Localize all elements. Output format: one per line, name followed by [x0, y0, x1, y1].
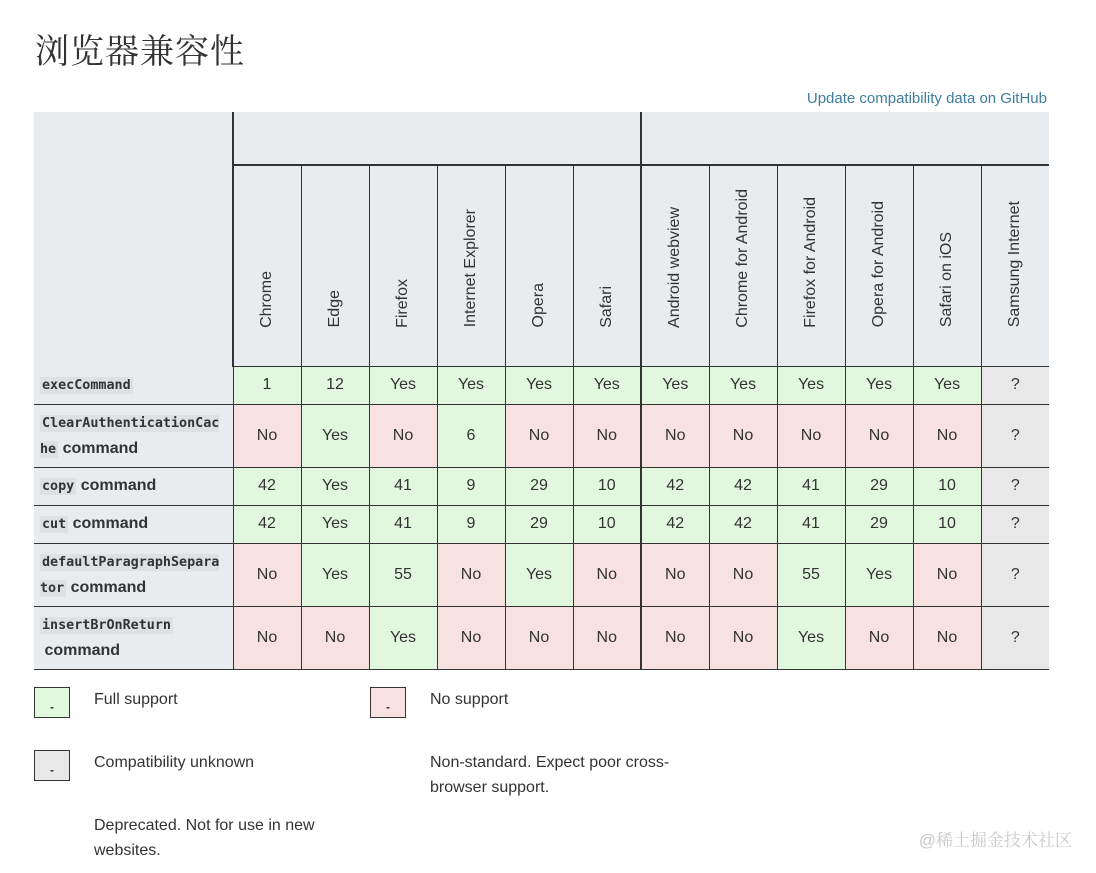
- support-cell[interactable]: Yes: [369, 366, 437, 404]
- feature-suffix: command: [76, 477, 157, 494]
- support-cell[interactable]: Yes: [437, 366, 505, 404]
- legend-unknown-label: Compatibility unknown: [94, 754, 255, 771]
- support-cell[interactable]: No: [233, 606, 301, 669]
- support-cell[interactable]: No: [505, 404, 573, 467]
- support-cell[interactable]: 10: [913, 505, 981, 543]
- support-cell[interactable]: Yes: [505, 543, 573, 606]
- support-cell[interactable]: No: [913, 404, 981, 467]
- browser-header: [981, 165, 1049, 366]
- support-cell[interactable]: ?: [981, 505, 1049, 543]
- support-cell[interactable]: Yes: [845, 366, 913, 404]
- support-cell[interactable]: No: [913, 543, 981, 606]
- table-row: [34, 467, 1049, 505]
- browser-name: Samsung Internet: [1006, 201, 1024, 328]
- support-cell[interactable]: ?: [981, 467, 1049, 505]
- browser-name: Internet Explorer: [462, 209, 479, 328]
- browser-header: [301, 165, 369, 366]
- browser-header: [641, 165, 709, 366]
- support-cell[interactable]: No: [913, 606, 981, 669]
- support-cell[interactable]: Yes: [641, 366, 709, 404]
- support-cell[interactable]: Yes: [301, 505, 369, 543]
- browser-name: Edge: [326, 290, 343, 328]
- support-cell[interactable]: No: [641, 543, 709, 606]
- browser-header: [437, 165, 505, 366]
- legend-no-support-swatch: -: [370, 687, 406, 718]
- legend-no-support-label: No support: [430, 691, 509, 708]
- support-cell[interactable]: No: [845, 606, 913, 669]
- support-cell[interactable]: 41: [777, 505, 845, 543]
- legend-deprecated-label: Deprecated. Not for use in new websites.: [94, 817, 315, 859]
- feature-code: insertBrOnReturn: [42, 618, 171, 633]
- support-cell[interactable]: No: [777, 404, 845, 467]
- watermark: @稀土掘金技术社区: [918, 831, 1072, 850]
- feature-name[interactable]: [34, 543, 233, 606]
- browser-name: Firefox: [394, 278, 411, 328]
- support-cell[interactable]: No: [641, 606, 709, 669]
- support-cell[interactable]: ?: [981, 543, 1049, 606]
- feature-name[interactable]: [34, 606, 233, 669]
- support-cell[interactable]: No: [437, 606, 505, 669]
- desktop-group-header: [233, 112, 641, 165]
- compat-table: [34, 112, 1049, 670]
- feature-code: ClearAuthenticationCache: [40, 415, 220, 457]
- support-cell[interactable]: Yes: [709, 366, 777, 404]
- support-cell[interactable]: Yes: [573, 366, 641, 404]
- feature-code: copy: [42, 479, 75, 494]
- support-cell[interactable]: No: [709, 606, 777, 669]
- feature-name[interactable]: [34, 467, 233, 505]
- support-cell[interactable]: 10: [573, 505, 641, 543]
- support-cell[interactable]: 29: [505, 467, 573, 505]
- support-cell[interactable]: 55: [777, 543, 845, 606]
- support-cell[interactable]: No: [845, 404, 913, 467]
- table-row: [34, 543, 1049, 606]
- browser-name: Firefox for Android: [802, 196, 820, 328]
- legend-non-standard-label: Non-standard. Expect poor cross-browser support.: [430, 754, 670, 796]
- feature-code: cut: [42, 517, 67, 532]
- browser-header: [573, 165, 641, 366]
- table-row: [34, 606, 1049, 669]
- support-cell[interactable]: No: [437, 543, 505, 606]
- support-cell[interactable]: 10: [573, 467, 641, 505]
- support-cell[interactable]: 6: [437, 404, 505, 467]
- support-cell[interactable]: 1: [233, 366, 301, 404]
- browser-header: [845, 165, 913, 366]
- table-row: [34, 404, 1049, 467]
- browser-name: Opera: [530, 283, 547, 328]
- support-cell[interactable]: Yes: [301, 467, 369, 505]
- browser-name: Chrome: [258, 270, 276, 328]
- support-cell[interactable]: 42: [233, 505, 301, 543]
- support-cell[interactable]: 29: [845, 505, 913, 543]
- browser-name: Safari on iOS: [938, 232, 956, 328]
- support-cell[interactable]: 41: [369, 467, 437, 505]
- support-cell[interactable]: 42: [641, 467, 709, 505]
- mobile-group-header: [641, 112, 1049, 165]
- support-cell[interactable]: 42: [709, 505, 777, 543]
- browser-header: [505, 165, 573, 366]
- support-cell[interactable]: No: [709, 404, 777, 467]
- browser-header: [709, 165, 777, 366]
- support-cell[interactable]: 12: [301, 366, 369, 404]
- support-cell[interactable]: 29: [845, 467, 913, 505]
- support-cell[interactable]: 9: [437, 505, 505, 543]
- browser-name: Chrome for Android: [734, 188, 752, 328]
- browser-name: Safari: [597, 285, 615, 328]
- feature-suffix: command: [40, 642, 121, 659]
- support-cell[interactable]: Yes: [845, 543, 913, 606]
- feature-name[interactable]: [34, 366, 233, 404]
- support-cell[interactable]: 41: [777, 467, 845, 505]
- support-cell[interactable]: No: [369, 404, 437, 467]
- support-cell[interactable]: Yes: [301, 404, 369, 467]
- support-cell[interactable]: 41: [369, 505, 437, 543]
- legend-full-support-label: Full support: [94, 691, 178, 708]
- header-corner: [34, 112, 233, 366]
- support-cell[interactable]: No: [709, 543, 777, 606]
- support-cell[interactable]: Yes: [777, 366, 845, 404]
- support-cell[interactable]: 55: [369, 543, 437, 606]
- support-cell[interactable]: 9: [437, 467, 505, 505]
- support-cell[interactable]: Yes: [369, 606, 437, 669]
- feature-suffix: command: [58, 439, 139, 457]
- support-cell[interactable]: 10: [913, 467, 981, 505]
- feature-code: defaultParagraphSeparator: [40, 554, 220, 596]
- support-cell[interactable]: 42: [233, 467, 301, 505]
- legend-full-support-swatch: -: [34, 687, 70, 718]
- support-cell[interactable]: ?: [981, 606, 1049, 669]
- feature-name[interactable]: [34, 505, 233, 543]
- github-update-link[interactable]: Update compatibility data on GitHub: [806, 90, 1047, 107]
- support-cell[interactable]: Yes: [913, 366, 981, 404]
- support-cell[interactable]: No: [641, 404, 709, 467]
- browser-header: [777, 165, 845, 366]
- feature-suffix: command: [66, 578, 147, 596]
- support-cell[interactable]: 42: [709, 467, 777, 505]
- support-cell[interactable]: No: [233, 543, 301, 606]
- feature-name[interactable]: [34, 404, 233, 467]
- browser-name: Opera for Android: [870, 201, 888, 328]
- table-row: [34, 505, 1049, 543]
- browser-name: Android webview: [666, 206, 684, 328]
- support-cell[interactable]: ?: [981, 404, 1049, 467]
- support-cell[interactable]: No: [573, 543, 641, 606]
- browser-header: [369, 165, 437, 366]
- support-cell[interactable]: No: [233, 404, 301, 467]
- table-row: [34, 366, 1049, 404]
- platform-group-row: [34, 112, 1049, 165]
- browser-header: [913, 165, 981, 366]
- page-title: 浏览器兼容性: [35, 32, 245, 72]
- support-cell[interactable]: Yes: [301, 543, 369, 606]
- support-cell[interactable]: No: [505, 606, 573, 669]
- feature-code: execCommand: [42, 377, 131, 393]
- support-cell[interactable]: Yes: [777, 606, 845, 669]
- support-cell[interactable]: 42: [641, 505, 709, 543]
- support-cell[interactable]: 29: [505, 505, 573, 543]
- support-cell[interactable]: ?: [981, 366, 1049, 404]
- support-cell[interactable]: No: [573, 404, 641, 467]
- support-cell[interactable]: Yes: [505, 366, 573, 404]
- browser-header: [233, 165, 301, 366]
- support-cell[interactable]: No: [301, 606, 369, 669]
- support-cell[interactable]: No: [573, 606, 641, 669]
- legend-unknown-swatch: -: [34, 750, 70, 781]
- feature-suffix: command: [68, 515, 149, 532]
